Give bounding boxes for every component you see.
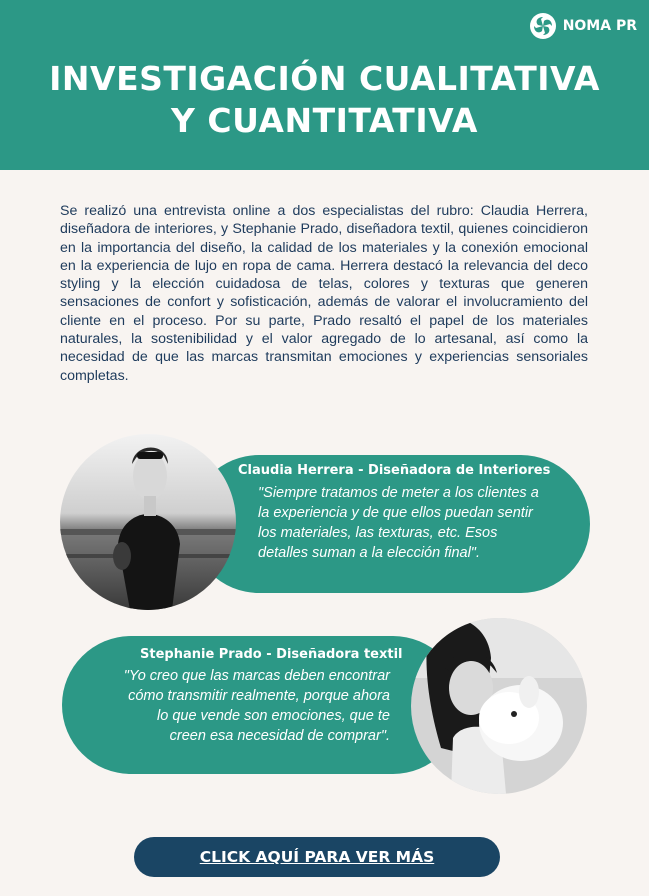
quote-text-prado: "Yo creo que las marcas deben encontrar cómo transmitir realmente, porque ahora lo que vende son emociones, que te creen esa necesidad de comprar". (123, 668, 390, 744)
brand-name: NOMA PR (562, 18, 637, 34)
quote-author-prado: Stephanie Prado - Diseñadora textil (140, 647, 403, 662)
stephanie-prado-photo (411, 618, 587, 794)
title-line-2: Y CUANTITATIVA (171, 101, 478, 140)
see-more-button[interactable]: CLICK AQUÍ PARA VER MÁS (134, 837, 500, 877)
noma-logo-icon (529, 12, 557, 40)
title-line-1: INVESTIGACIÓN CUALITATIVA (49, 59, 600, 98)
claudia-herrera-photo (60, 434, 236, 610)
page-title (0, 58, 649, 142)
brand-logo[interactable] (529, 12, 637, 40)
header-banner (0, 0, 649, 170)
quote-author-herrera: Claudia Herrera - Diseñadora de Interiores (238, 463, 551, 478)
intro-paragraph: Se realizó una entrevista online a dos especialistas del rubro: Claudia Herrera, diseñadora de interiores, y Stephanie Prado, diseñadora textil, quienes coincidieron en la importancia del diseño, la calidad de los materiales y la conexión emocional en la experiencia de lujo en ropa de cama. Herrera destacó la relevancia del deco styling y la elección cuidadosa de telas, colores y texturas que generen sensaciones de confort y sofisticación, además de valorar el involucramiento del cliente en el proceso. Por su parte, Prado resaltó el papel de los materiales naturales, la sostenibilidad y el valor agregado de lo artesanal, así como la necesidad de que las marcas transmitan emociones y experiencias sensoriales completas. (60, 203, 588, 384)
quote-text-herrera: "Siempre tratamos de meter a los clientes a la experiencia y de que ellos puedan sentir los materiales, las texturas, etc. Esos detalles suman a la elección final". (258, 485, 539, 561)
